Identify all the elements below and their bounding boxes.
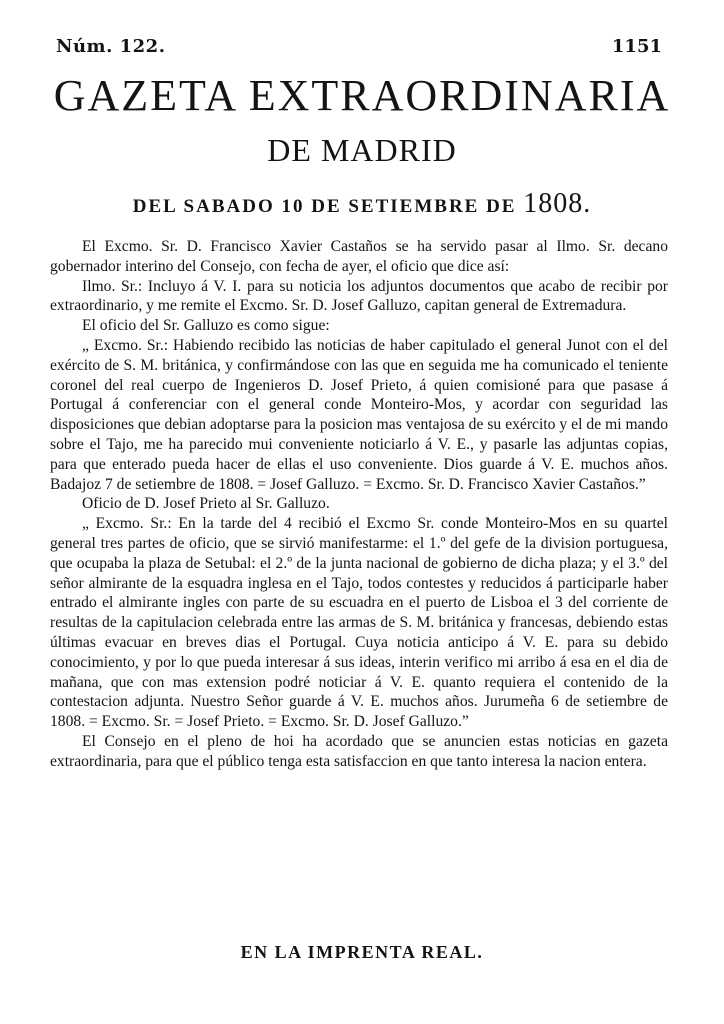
article-body (50, 237, 668, 772)
masthead-title: GAZETA EXTRAORDINARIA (53, 71, 671, 120)
issue-number: Núm. 122. (56, 36, 166, 57)
masthead-subtitle: DE MADRID (267, 132, 457, 168)
imprint-line: EN LA IMPRENTA REAL. (240, 942, 484, 962)
paragraph-galluzo-heading: El oficio del Sr. Galluzo es como sigue: (82, 317, 330, 335)
paragraph-prieto-letter: „ Excmo. Sr.: En la tarde del 4 recibió el Excmo Sr. conde Monteiro-Mos en su quartel general tres partes de oficio, que se sirvió manifestarme: el 1.º del gefe de la division portuguesa, que ocupaba la plaza de Setubal: el 2.º de la junta nacional de gobierno de dicha plaza; y el 3.º del señor almirante de la esquadra inglesa en el Tajo, todos contestes y reducidos á participarle haber entrado el almirante ingles con parte de su escuadra en el puerto de Lisboa el 3 del corriente de resultas de la capitulacion celebrada entre las armas de S. M. británica y francesas, debiendo estas últimas evacuar en breves dias el Portugal. Cuya noticia anticipo á V. E. para su debido conocimiento, y por lo que pueda interesar á sus ideas, interin verifico mi arribo á esa en el dia de mañana, que con mas extension podré noticiar á V. E. quanto requiera el contenido de la contestacion adjunta. Nuestro Señor guarde á V. E. muchos años. Jurumeña 6 de setiembre de 1808. = Excmo. Sr. = Josef Prieto. = Excmo. Sr. D. Josef Galluzo.” (50, 515, 668, 731)
dateline (0, 188, 724, 220)
paragraph-castanos-letter: Ilmo. Sr.: Incluyo á V. I. para su noticia los adjuntos documentos que acabo de recibir por extraordinario, y me remite el Excmo. Sr. D. Josef Galluzo, capitan general de Extremadura. (50, 277, 668, 315)
dateline-text: DEL SABADO 10 DE SETIEMBRE DE (132, 196, 517, 217)
paragraph-intro: El Excmo. Sr. D. Francisco Xavier Castaños se ha servido pasar al Ilmo. Sr. decano gobernador interino del Consejo, con fecha de ayer, el oficio que dice así: (50, 238, 668, 275)
dateline-year: 1808. (523, 188, 592, 219)
page-number: 1151 (611, 36, 662, 57)
paragraph-prieto-heading: Oficio de D. Josef Prieto al Sr. Galluzo. (82, 495, 330, 513)
paragraph-galluzo-letter: „ Excmo. Sr.: Habiendo recibido las noticias de haber capitulado el general Junot con el del exército de S. M. británica, y confirmándose con las que en seguida me ha comunicado el teniente coronel del real cuerpo de Ingenieros D. Josef Prieto, á quien comisioné para que pasase á Portugal á conferenciar con el general conde Monteiro-Mos, y acordar con seguridad las disposiciones que debian adoptarse para la posicion mas ventajosa de su exército y el de mi mando sobre el Tajo, me ha parecido mui conveniente noticiarlo á V. E., y pasarle las adjuntas copias, para que enterado pueda hacer de ellas el uso conveniente. Dios guarde á V. E. muchos años. Badajoz 7 de setiembre de 1808. = Josef Galluzo. = Excmo. Sr. D. Francisco Xavier Castaños.” (50, 336, 668, 493)
paragraph-consejo: El Consejo en el pleno de hoi ha acordado que se anuncien estas noticias en gazeta extraordinaria, para que el público tenga esta satisfaccion en que tanto interesa la nacion entera. (50, 732, 668, 770)
